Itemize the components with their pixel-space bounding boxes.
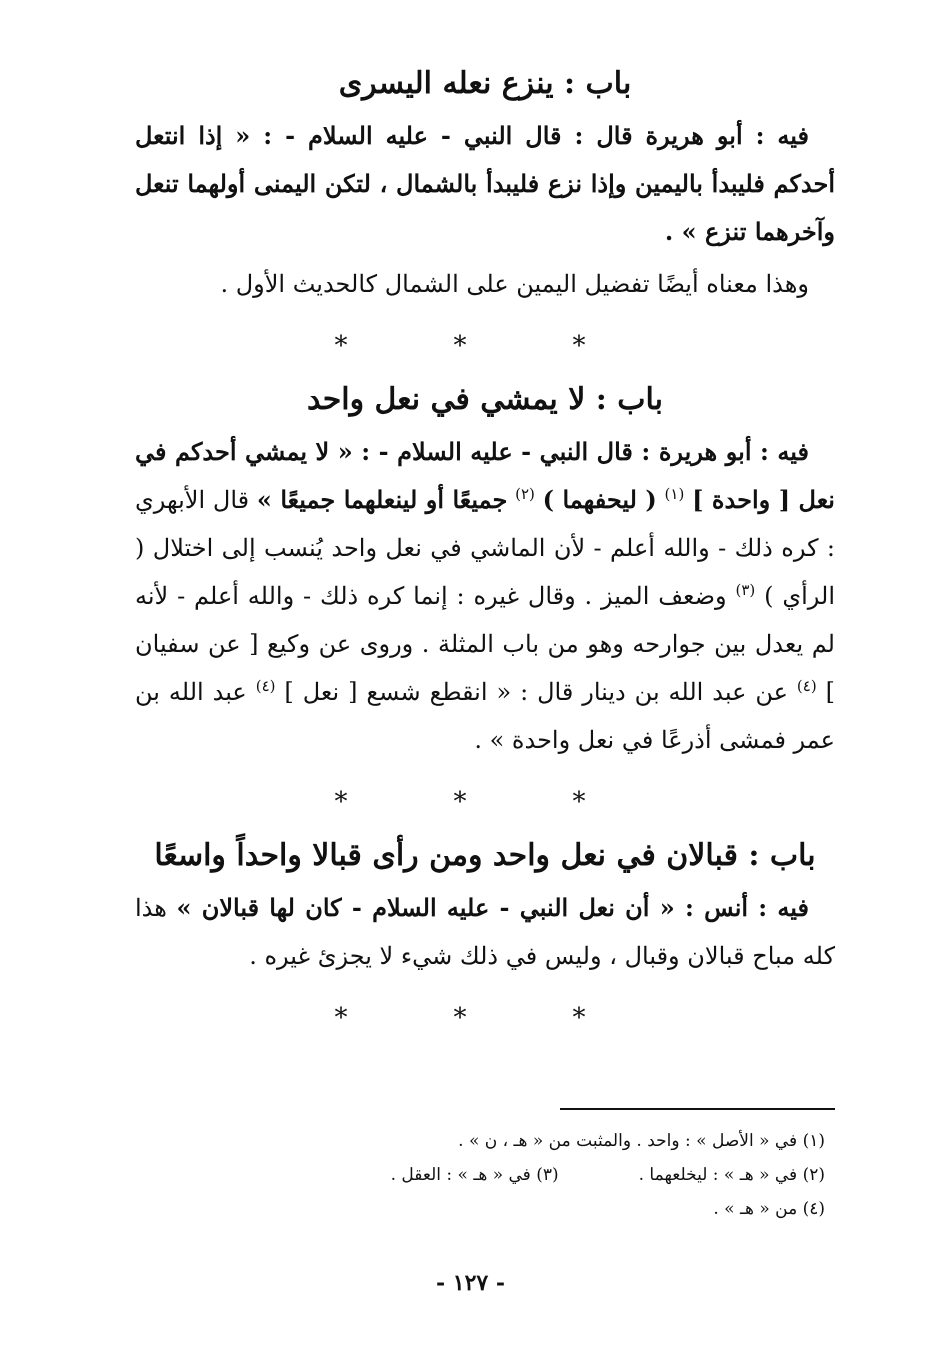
star-icon: * (572, 331, 636, 361)
footnote-3: (٣) في « هـ » : العقل . (390, 1165, 559, 1185)
star-icon: * (334, 331, 398, 361)
section-1-commentary: وهذا معناه أيضًا تفضيل اليمين على الشمال كالحديث الأول . (220, 270, 809, 298)
footnote-ref-3: (٣) (735, 581, 756, 599)
section-divider-2 (135, 772, 835, 832)
section-divider-3 (135, 988, 835, 1048)
section-heading-1: باب : ينزع نعله اليسرى (338, 66, 632, 101)
footnote-1: (١) في « الأصل » : واحد . والمثبت من « هـ ، ن » . (458, 1131, 825, 1151)
commentary-anas: هذا كله مباح قبالان وقبال ، وليس في ذلك شيء لا يجزئ غيره . (135, 894, 835, 970)
footnote-ref-2: (٢) (515, 485, 535, 503)
star-icon: * (572, 1003, 636, 1033)
commentary-part-a: قال الأبهري : كره ذلك - والله أعلم - لأن الماشي في نعل واحد يُنسب إلى اختلال ( الرأي ) (135, 486, 835, 610)
section-heading-2: باب : لا يمشي في نعل واحد (306, 382, 664, 417)
section-1-hadith: فيه : أبو هريرة قال : قال النبي - عليه السلام - : « إذا انتعل أحدكم فليبدأ باليمين وإذا نزع فليبدأ بالشمال ، لتكن اليمنى أولهما تنعل وآخرهما تنزع » . (135, 121, 835, 246)
commentary-part-d: عبد الله بن عمر فمشى أذرعًا في نعل واحدة » . (135, 678, 835, 754)
section-3-text (135, 884, 835, 980)
footnote-2: (٢) في « هـ » : ليخلعهما . (638, 1165, 825, 1185)
footnote-ref-4: (٤) (796, 677, 817, 695)
section-2-text (135, 428, 835, 764)
hadith-part-b: ( ليحفهما ) (542, 485, 657, 514)
page-number: - ١٢٧ - (435, 1270, 506, 1296)
star-icon: * (334, 787, 398, 817)
footnote-ref-4b: (٤) (255, 677, 276, 695)
hadith-anas: فيه : أنس : « أن نعل النبي - عليه السلام - كان لها قبالان » (176, 893, 809, 922)
section-heading-3: باب : قبالان في نعل واحد ومن رأى قبالا واحداً واسعًا (154, 838, 816, 873)
star-icon: * (453, 331, 517, 361)
footnote-rule (560, 1108, 835, 1110)
star-icon: * (453, 1003, 517, 1033)
star-icon: * (334, 1003, 398, 1033)
commentary-part-b: وضعف الميز . وقال غيره : إنما كره ذلك - والله أعلم - لأنه لم يعدل بين جوارحه وهو من باب المثلة . وروى عن وكيع [ عن سفيان ] (135, 582, 835, 706)
section-divider-1 (135, 316, 835, 376)
footnote-row-2-3 (135, 1158, 835, 1192)
hadith-part-c: جميعًا أو لينعلهما جميعًا » (256, 485, 508, 514)
footnote-4: (٤) من « هـ » . (713, 1199, 825, 1219)
star-icon: * (453, 787, 517, 817)
page-body (135, 60, 835, 1048)
commentary-part-c: عن عبد الله بن دينار قال : « انقطع شسع [ نعل ] (284, 678, 788, 706)
hadith-part-a: فيه : أبو هريرة : قال النبي - عليه السلام - : « لا يمشي أحدكم في نعل [ واحدة ] (135, 437, 835, 514)
star-icon: * (572, 787, 636, 817)
footnote-ref-1: (١) (664, 485, 685, 503)
footnotes (135, 1108, 835, 1226)
